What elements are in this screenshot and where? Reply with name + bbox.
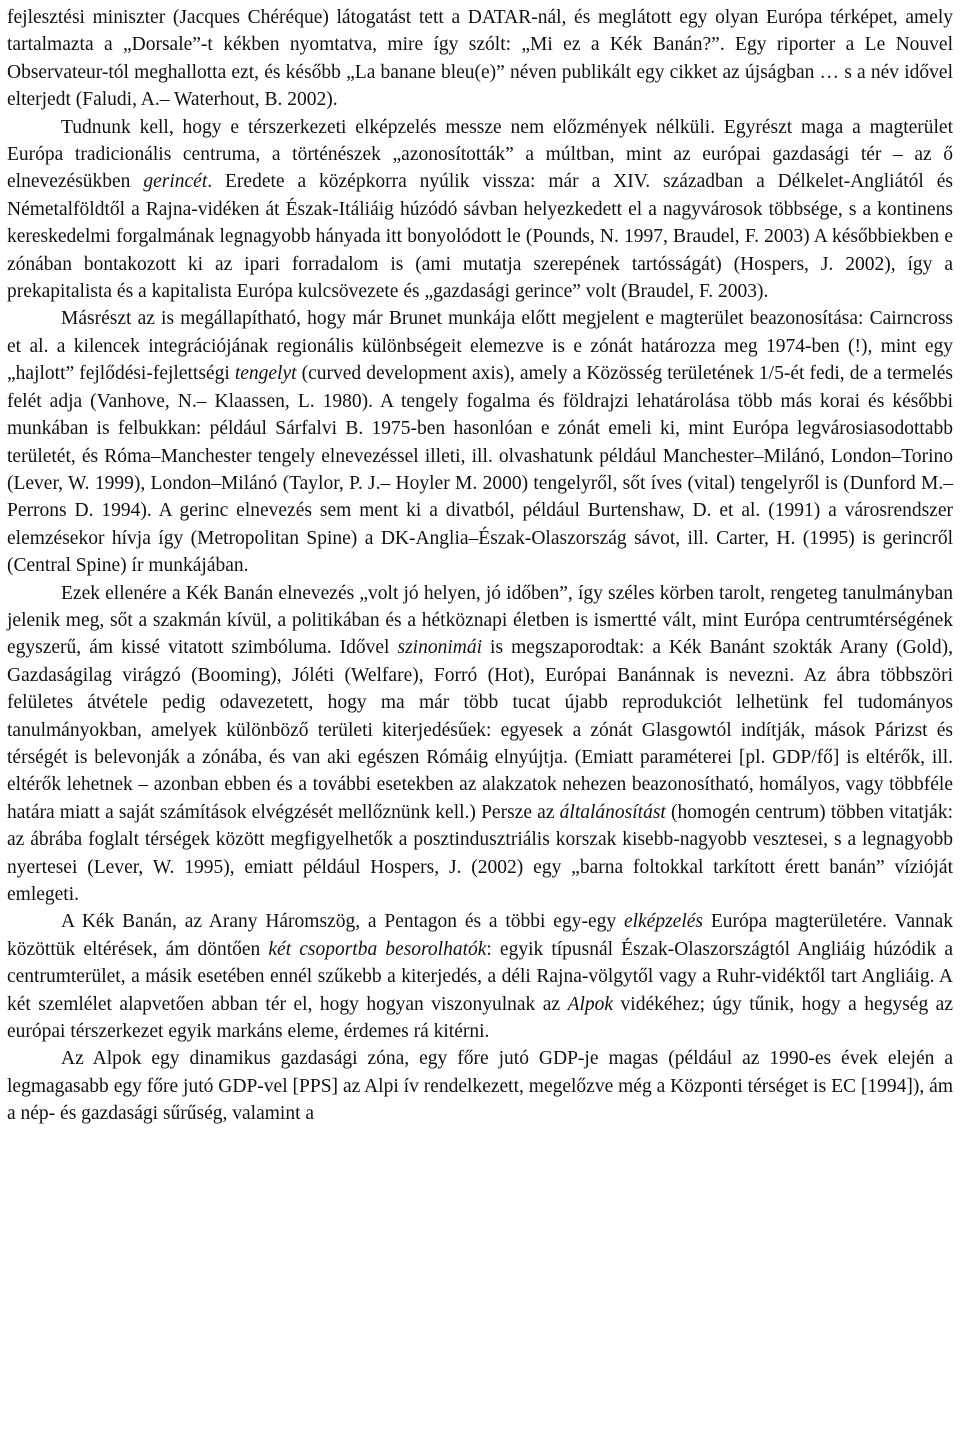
text-span: Tudnunk kell, hogy e térszerkezeti elképzelés messze nem előzmények nélküli. Egyrészt maga a magterület Európa tradicionális centruma, a történészek „azonosították” a múltban, mint az európai gazdasági tér – az ő elnevezésükben bbox=[7, 116, 953, 193]
text-span: is megszaporodtak: a Kék Banánt szokták Arany (Gold), Gazdaságilag virágzó (Booming), Jóléti (Welfare), Forró (Hot), Európai Banánnak is nevezni. Az ábra többszöri felületes átvétele pedig odavezetett, hogy ma már több tucat újabb reprodukciót lelhetünk fel tudományos tanulmányokban, amelyek különböző területi kiterjedésűek: egyesek a zónát Glasgowtól indítják, mások Párizst és térségét is belevonják a zónába, és van aki egészen Rómáig elnyújtja. (Emiatt paraméterei [pl. GDP/fő] is eltérők, ill. eltérők lehetnek – azonban ebben és a további esetekben az alakzatok nehezen beazonosítható, homályos, vagy többféle határa miatt a saját számítások elvégzését mellőznünk kell.) Persze az bbox=[7, 637, 953, 823]
paragraph bbox=[7, 305, 953, 579]
emphasis-text: általánosítást bbox=[559, 801, 666, 823]
text-span: Másrészt az is megállapítható, hogy már Brunet munkája előtt megjelent e magterület beazonosítása: Cairncross et al. a kilencek integrációjának regionális különbségeit elemezve is e zónát határozza meg 1974-ben (!), mint egy „hajlott” fejlődési-fejlettségi bbox=[7, 308, 953, 385]
emphasis-text: két csoportba besorolhatók bbox=[268, 938, 487, 960]
text-span: fejlesztési miniszter (Jacques Chéréque) látogatást tett a DATAR-nál, és meglátott egy olyan Európa térképet, amely tartalmazta a „Dorsale”-t kékben nyomtatva, mire így szólt: „Mi ez a Kék Banán?”. Egy riporter a Le Nouvel Observateur-tól meghallotta ezt, és később „La banane bleu(e)” néven publikált egy cikket az újságban … s a név idővel elterjedt (Faludi, A.– Waterhout, B. 2002). bbox=[7, 7, 953, 111]
text-span: Európa magterületére. Vannak közöttük eltérések, ám döntően bbox=[7, 911, 954, 960]
paragraph bbox=[7, 908, 953, 1045]
text-span: (curved development axis), amely a Közösség területének 1/5-ét fedi, de a termelés felét adja (Vanhove, N.– Klaassen, L. 1980). A tengely fogalma és földrajzi lehatárolása több más korai és későbbi munkában is felbukkan: például Sárfalvi B. 1975-ben hasonlóan e zónát emeli ki, mint Európa legvárosiasodottabb területét, és Róma–Manchester tengely elnevezéssel illeti, ill. olvashatunk például Manchester–Milánó, London–Torino (Lever, W. 1999), London–Milánó (Taylor, P. J.– Hoyler M. 2000) tengelyről, sőt íves (vital) tengelyről is (Dunford M.– Perrons D. 1994). A gerinc elnevezés sem ment ki a divatból, például Burtenshaw, D. et al. (1991) a városrendszer elemzésekor hívja így (Metropolitan Spine) a DK-Anglia–Észak-Olaszország sávot, ill. Carter, H. (1995) is gerincről (Central Spine) ír munkájában. bbox=[7, 363, 953, 577]
text-span: Az Alpok egy dinamikus gazdasági zóna, egy főre jutó GDP-je magas (például az 1990-es évek elején a legmagasabb egy főre jutó GDP-vel [PPS] az Alpi ív rendelkezett, megelőzve még a Központi térséget is EC [1994]), ám a nép- és gazdasági sűrűség, valamint a bbox=[7, 1048, 953, 1125]
emphasis-text: szinonimái bbox=[397, 637, 482, 659]
text-span: . Eredete a középkorra nyúlik vissza: már a XIV. században a Délkelet-Angliától és Németalföldtől a Rajna-vidéken át Észak-Itáliáig húzódó sávban helyezkedett el a nagyvárosok többsége, s a kontinens kereskedelmi forgalmának legnagyobb hányada itt bonyolódott le (Pounds, N. 1997, Braudel, F. 2003) A későbbiekben e zónában bontakozott ki az ipari forradalom is (ami mutatja szerepének tartósságát) (Hospers, J. 2002), így a prekapitalista és a kapitalista Európa kulcsövezete és „gazdasági gerince” volt (Braudel, F. 2003). bbox=[7, 171, 953, 303]
paragraph bbox=[7, 4, 953, 114]
emphasis-text: Alpok bbox=[567, 993, 614, 1015]
emphasis-text: elképzelés bbox=[623, 911, 703, 933]
text-span: Ezek ellenére a Kék Banán elnevezés „volt jó helyen, jó időben”, így széles körben tarolt, rengeteg tanulmányban jelenik meg, sőt a szakmán kívül, a politikában és a hétköznapi életben is ismertté vált, mint Európa centrumtérségének egyszerű, ám kissé vitatott szimbóluma. Idővel bbox=[7, 582, 953, 659]
paragraph bbox=[7, 114, 953, 306]
text-span: (homogén centrum) többen vitatják: az ábrába foglalt térségek között megfigyelhetők a posztindusztriális korszak kisebb-nagyobb vesztesei, s a legnagyobb nyertesei (Lever, W. 1995), emiatt például Hospers, J. (2002) egy „barna foltokkal tarkított érett banán” vízióját emlegeti. bbox=[7, 801, 954, 905]
emphasis-text: gerincét bbox=[143, 171, 208, 193]
paragraph bbox=[7, 580, 953, 909]
paragraph bbox=[7, 1045, 953, 1127]
emphasis-text: tengelyt bbox=[234, 363, 297, 385]
text-span: vidékéhez; úgy tűnik, hogy a hegység az európai térszerkezet egyik markáns eleme, érdemes rá kitérni. bbox=[7, 993, 953, 1043]
text-span: A Kék Banán, az Arany Háromszög, a Pentagon és a többi egy-egy bbox=[61, 911, 624, 933]
text-span: : egyik típusnál Észak-Olaszországtól Angliáig húzódik a centrumterület, a másik esetében ennél szűkebb a kiterjedés, a déli Rajna-völgytől vagy a Ruhr-vidéktől tart Angliáig. A két szemlélet alapvetően abban tér el, hogy hogyan viszonyulnak az bbox=[7, 938, 954, 1015]
